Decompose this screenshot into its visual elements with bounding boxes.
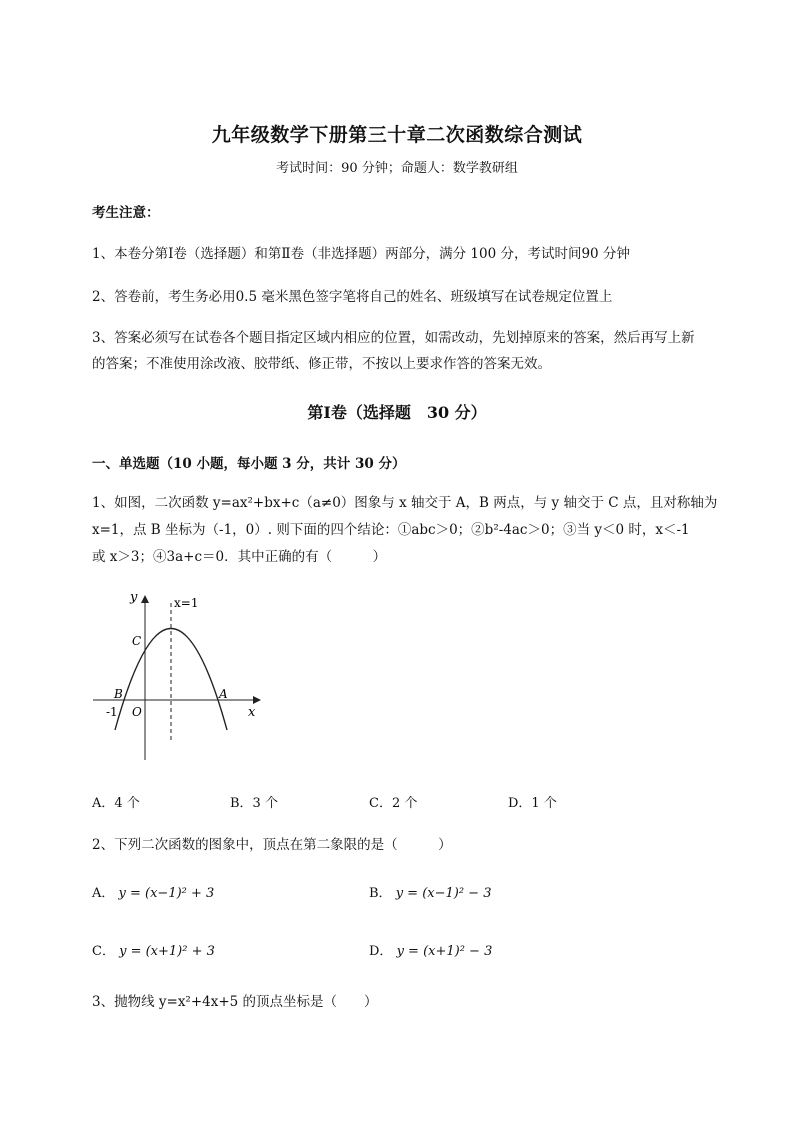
q1-option-c[interactable]: C．2 个 <box>369 796 418 811</box>
q2-option-b-expr: y = (x−1)² − 3 <box>395 886 492 901</box>
point-c-label: C <box>132 634 142 648</box>
origin-label: O <box>132 705 142 719</box>
q2-option-c-expr: y = (x+1)² + 3 <box>119 944 215 959</box>
q2-option-c[interactable] <box>92 940 215 959</box>
q2-option-b[interactable] <box>369 882 491 901</box>
q2-option-d-letter: D． <box>369 944 393 959</box>
y-axis-arrow <box>141 595 149 603</box>
question-1-line-1: 1、如图，二次函数 y=ax²+bx+c（a≠0）图象与 x 轴交于 A，B 两点，与 y 轴交于 C 点，且对称轴为 <box>92 495 718 511</box>
q2-option-a-expr: y = (x−1)² + 3 <box>118 886 215 901</box>
x-axis-label: x <box>248 705 256 720</box>
point-b-label: B <box>114 687 123 701</box>
exam-subtitle: 考试时间：90 分钟；命题人：数学教研组 <box>276 161 518 176</box>
notice-item-2: 2、答卷前，考生务必用0.5 毫米黑色签字笔将自己的姓名、班级填写在试卷规定位置上 <box>92 289 613 305</box>
point-a-label: A <box>219 687 228 701</box>
q2-option-a-letter: A． <box>92 886 115 901</box>
y-axis-label: y <box>130 590 138 605</box>
part-heading: 一、单选题（10 小题，每小题 3 分，共计 30 分） <box>92 456 406 472</box>
question-2-stem: 2、下列二次函数的图象中，顶点在第二象限的是（ ） <box>92 837 452 853</box>
symmetry-line-label: x=1 <box>174 596 199 610</box>
question-1-line-2: x=1，点 B 坐标为（-1，0）. 则下面的四个结论：①abc＞0；②b²-4ac＞0；③当 y＜0 时，x＜-1 <box>92 522 690 538</box>
q1-option-d[interactable]: D．1 个 <box>508 796 557 811</box>
q2-option-b-letter: B． <box>369 886 392 901</box>
q2-option-d[interactable] <box>369 940 492 959</box>
notice-item-1: 1、本卷分第Ⅰ卷（选择题）和第Ⅱ卷（非选择题）两部分，满分 100 分，考试时间90 分钟 <box>92 246 630 262</box>
notice-heading: 考生注意： <box>92 205 160 221</box>
notice-item-3: 3、答案必须写在试卷各个题目指定区域内相应的位置，如需改动，先划掉原来的答案，然后再写上新 <box>92 330 695 346</box>
q2-option-d-expr: y = (x+1)² − 3 <box>396 944 493 959</box>
notice-item-3-cont: 的答案；不准使用涂改液、胶带纸、修正带，不按以上要求作答的答案无效。 <box>92 356 551 372</box>
neg-one-label: -1 <box>106 705 118 719</box>
q1-option-a[interactable]: A．4 个 <box>92 796 140 811</box>
question-1-line-3: 或 x＞3；④3a+c＝0．其中正确的有（ ） <box>92 549 387 565</box>
section-title: 第Ⅰ卷（选择题 30 分） <box>307 403 487 422</box>
question-3-stem: 3、抛物线 y=x²+4x+5 的顶点坐标是（ ） <box>92 994 378 1010</box>
question-1-stem <box>92 490 742 571</box>
q2-option-a[interactable] <box>92 882 214 901</box>
q1-option-b[interactable]: B．3 个 <box>230 796 278 811</box>
q2-option-c-letter: C． <box>92 944 115 959</box>
page-title: 九年级数学下册第三十章二次函数综合测试 <box>211 124 583 146</box>
question-1-figure <box>85 585 270 770</box>
x-axis-arrow <box>253 696 261 704</box>
